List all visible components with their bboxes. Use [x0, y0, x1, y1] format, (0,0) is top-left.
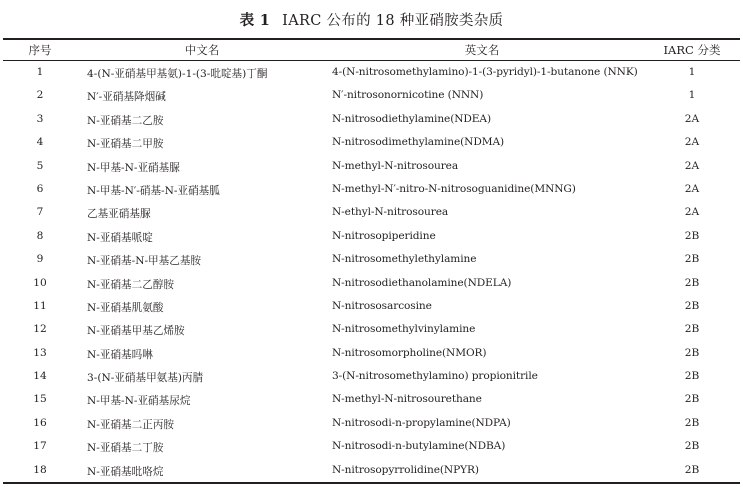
table-row — [0, 388, 743, 411]
row-english-name: N-nitrosodiethanolamine(NDELA) — [332, 276, 512, 289]
table-caption-text: IARC 公布的 18 种亚硝胺类杂质 — [282, 13, 504, 29]
row-iarc-class: 2A — [684, 136, 700, 149]
table-row — [0, 272, 743, 295]
row-number: 18 — [33, 463, 47, 476]
row-chinese-name: N-甲基-N-亚硝基脲 — [87, 161, 180, 174]
row-english-name: N-methyl-N′-nitro-N-nitrosoguanidine(MNNG) — [332, 182, 576, 195]
table-row — [0, 459, 743, 482]
table-body — [0, 61, 743, 482]
row-chinese-name: 4-(N-亚硝基甲基氨)-1-(3-吡啶基)丁酮 — [87, 68, 268, 80]
row-chinese-name: 3-(N-亚硝基甲氨基)丙腈 — [87, 372, 204, 385]
row-english-name: N-nitrosomorpholine(NMOR) — [332, 346, 487, 359]
row-number: 2 — [36, 89, 44, 102]
table-bottom-rule — [3, 482, 740, 484]
row-chinese-name: N-亚硝基吡咯烷 — [87, 465, 164, 478]
table-row — [0, 108, 743, 131]
row-english-name: N-nitrosopiperidine — [332, 229, 436, 242]
row-number: 5 — [36, 159, 44, 172]
row-chinese-name: N-亚硝基二乙醇胺 — [87, 278, 175, 291]
row-number: 6 — [36, 182, 44, 195]
table-row — [0, 225, 743, 248]
row-number: 8 — [36, 229, 44, 242]
table-header-row — [0, 39, 743, 60]
row-chinese-name: N′-亚硝基降烟碱 — [87, 91, 166, 104]
row-english-name: N-nitrosopyrrolidine(NPYR) — [332, 463, 479, 476]
row-chinese-name: 乙基亚硝基脲 — [87, 208, 151, 221]
row-english-name: N-nitrosomethylethylamine — [332, 253, 477, 266]
table-row — [0, 131, 743, 154]
row-chinese-name: N-亚硝基-N-甲基乙基胺 — [87, 255, 202, 268]
row-english-name: 4-(N-nitrosomethylamino)-1-(3-pyridyl)-1-butanone (NNK) — [332, 66, 638, 78]
row-chinese-name: N-亚硝基二甲胺 — [87, 138, 164, 151]
row-english-name: N-methyl-N-nitrosourea — [332, 159, 459, 172]
row-english-name: N′-nitrosonornicotine (NNN) — [332, 89, 484, 102]
row-number: 9 — [36, 253, 44, 266]
header-english-name: 英文名 — [464, 43, 500, 57]
row-chinese-name: N-甲基-N-亚硝基尿烷 — [87, 395, 191, 408]
row-chinese-name: N-甲基-N′-硝基-N-亚硝基胍 — [87, 184, 220, 197]
header-chinese-name: 中文名 — [184, 43, 220, 57]
row-iarc-class: 2A — [684, 182, 700, 195]
row-number: 1 — [36, 66, 44, 78]
row-english-name: N-nitrosodi-n-butylamine(NDBA) — [332, 440, 506, 453]
table-row — [0, 178, 743, 201]
row-chinese-name: N-亚硝基二正丙胺 — [87, 418, 175, 431]
table-row — [0, 248, 743, 271]
table-caption — [0, 9, 743, 30]
table-row — [0, 295, 743, 318]
row-english-name: N-nitrosomethylvinylamine — [332, 323, 476, 336]
row-iarc-class: 2B — [684, 393, 700, 406]
header-number: 序号 — [28, 43, 52, 57]
row-chinese-name: N-亚硝基吗啉 — [87, 348, 153, 361]
header-iarc-class: IARC 分类 — [663, 43, 721, 57]
table-row — [0, 201, 743, 224]
row-english-name: N-methyl-N-nitrosourethane — [332, 393, 482, 406]
row-number: 12 — [33, 323, 47, 336]
row-iarc-class: 2B — [684, 323, 700, 336]
row-number: 17 — [33, 440, 47, 453]
table-row — [0, 61, 743, 84]
row-iarc-class: 2B — [684, 346, 700, 359]
table-row — [0, 342, 743, 365]
row-number: 15 — [33, 393, 47, 406]
row-english-name: N-nitrosodiethylamine(NDEA) — [332, 112, 492, 125]
row-iarc-class: 1 — [688, 66, 696, 78]
row-iarc-class: 2A — [684, 112, 700, 125]
row-english-name: N-ethyl-N-nitrosourea — [332, 206, 449, 219]
row-number: 3 — [36, 112, 44, 125]
table-caption-label: 表 1 — [239, 12, 271, 29]
row-number: 16 — [33, 416, 47, 429]
row-number: 14 — [33, 370, 47, 383]
row-iarc-class: 2B — [684, 416, 700, 429]
row-iarc-class: 2B — [684, 440, 700, 453]
row-number: 11 — [33, 299, 47, 312]
row-iarc-class: 1 — [688, 89, 696, 102]
row-english-name: N-nitrososarcosine — [332, 299, 432, 312]
table-row — [0, 155, 743, 178]
row-iarc-class: 2B — [684, 276, 700, 289]
row-iarc-class: 2B — [684, 370, 700, 383]
row-iarc-class: 2B — [684, 463, 700, 476]
row-english-name: N-nitrosodimethylamine(NDMA) — [332, 136, 505, 149]
row-iarc-class: 2A — [684, 206, 700, 219]
row-iarc-class: 2B — [684, 229, 700, 242]
row-iarc-class: 2A — [684, 159, 700, 172]
table-row — [0, 435, 743, 458]
row-english-name: 3-(N-nitrosomethylamino) propionitrile — [332, 370, 538, 383]
row-iarc-class: 2B — [684, 253, 700, 266]
table-row — [0, 365, 743, 388]
table-row — [0, 412, 743, 435]
row-number: 13 — [33, 346, 47, 359]
row-chinese-name: N-亚硝基甲基乙烯胺 — [87, 325, 185, 338]
row-chinese-name: N-亚硝基二乙胺 — [87, 114, 164, 127]
row-chinese-name: N-亚硝基二丁胺 — [87, 442, 164, 455]
table-row — [0, 318, 743, 341]
row-chinese-name: N-亚硝基哌啶 — [87, 231, 153, 244]
row-iarc-class: 2B — [684, 299, 700, 312]
row-number: 4 — [36, 136, 44, 149]
table-row — [0, 84, 743, 107]
row-english-name: N-nitrosodi-n-propylamine(NDPA) — [332, 416, 511, 429]
row-number: 10 — [33, 276, 47, 289]
row-chinese-name: N-亚硝基肌氨酸 — [87, 301, 164, 314]
row-number: 7 — [36, 206, 44, 219]
